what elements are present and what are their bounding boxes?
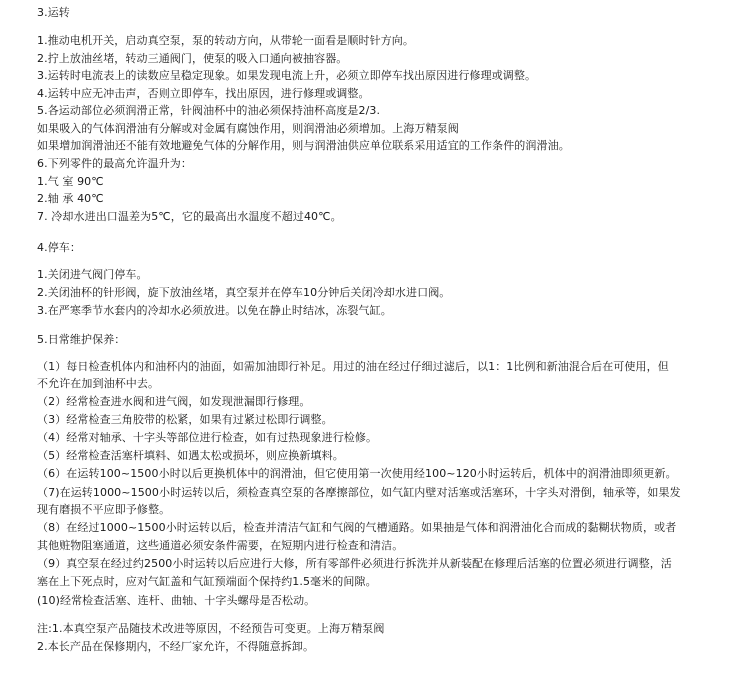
- note-2: 2.本长产品在保修期内，不经厂家允许，不得随意拆卸。: [37, 640, 315, 653]
- s5-line-6: （5）经常检查活塞杆填料、如遇太松或损坏，则应换新填料。: [37, 449, 344, 462]
- s5-line-2: 不允许在加到油杯中去。: [37, 377, 160, 390]
- s3-line-10: 2.轴 承 40℃: [37, 192, 104, 205]
- s4-line-2: 2.关闭油杯的针形阀，旋下放油丝堵，真空泵并在停车10分钟后关闭冷却水进口阀。: [37, 286, 451, 299]
- s5-line-12: （9）真空泵在经过约2500小时运转以后应进行大修，所有零部件必须进行拆洗并从新装配在修理后活塞的位置必须进行调整，活: [37, 557, 672, 570]
- s3-line-2: 2.拧上放油丝堵，转动三通阀门，使泵的吸入口通向被抽容器。: [37, 52, 348, 65]
- s4-line-3: 3.在严寒季节水套内的冷却水必须放进。以免在静止时结冰，冻裂气缸。: [37, 304, 392, 317]
- s3-line-11: 7. 冷却水进出口温差为5℃，它的最高出水温度不超过40℃。: [37, 210, 342, 223]
- s5-line-10: （8）在经过1000~1500小时运转以后，检查并清洁气缸和气阀的气槽通路。如果抽是气体和润滑油化合而成的黏糊状物质，或者: [37, 521, 677, 534]
- section-4-title: 4.停车：: [37, 241, 81, 254]
- s3-line-8: 6.下列零件的最高允许温升为：: [37, 157, 192, 170]
- s5-line-4: （3）经常检查三角胶带的松紧，如果有过紧过松即行调整。: [37, 413, 333, 426]
- s5-line-8: （7)在运转1000~1500小时运转以后，须检查真空泵的各摩擦部位，如气缸内壁对活塞或活塞环，十字头对滑倒，轴承等，如果发: [37, 486, 681, 499]
- s3-line-9: 1.气 室 90℃: [37, 175, 104, 188]
- s4-line-1: 1.关闭进气阀门停车。: [37, 268, 148, 281]
- s3-line-3: 3.运转时电流表上的读数应呈稳定现象。如果发现电流上升，必须立即停车找出原因进行修理或调整。: [37, 69, 537, 82]
- s3-line-5: 5.各运动部位必须润滑正常，针阀油杯中的油必须保持油杯高度是2/3.: [37, 104, 381, 117]
- s3-line-7: 如果增加润滑油还不能有效地避免气体的分解作用，则与润滑油供应单位联系采用适宜的工作条件的润滑油。: [37, 139, 570, 152]
- section-3-title: 3.运转: [37, 6, 70, 19]
- s5-line-5: （4）经常对轴承、十字头等部位进行检查，如有过热现象进行检修。: [37, 431, 378, 444]
- section-5-title: 5.日常维护保养：: [37, 333, 126, 346]
- s3-line-1: 1.推动电机开关，启动真空泵，泵的转动方向，从带轮一面看是顺时针方向。: [37, 34, 414, 47]
- s5-line-9: 现有磨损不平应即予修整。: [37, 503, 171, 516]
- s3-line-4: 4.运转中应无冲击声，否则立即停车，找出原因，进行修理或调整。: [37, 87, 370, 100]
- s3-line-6: 如果吸入的气体润滑油有分解或对金属有腐蚀作用，则润滑油必须增加。上海万精泵阀: [37, 122, 459, 135]
- s5-line-14: (10)经常检查活塞、连杆、曲轴、十字头螺母是否松动。: [37, 594, 316, 607]
- s5-line-13: 塞在上下死点时，应对气缸盖和气缸预端面个保持约1.5毫米的间隙。: [37, 575, 377, 588]
- s5-line-11: 其他赃物阻塞通道，这些通道必须安条件需要，在短期内进行检查和清洁。: [37, 539, 404, 552]
- s5-line-3: （2）经常检查进水阀和进气阀，如发现泄漏即行修理。: [37, 395, 311, 408]
- note-1: 注:1.本真空泵产品随技术改进等原因，不经预告可变更。上海万精泵阀: [37, 622, 385, 635]
- s5-line-7: （6）在运转100~1500小时以后更换机体中的润滑油，但它使用第一次使用经100~120小时运转后，机体中的润滑油即须更新。: [37, 467, 677, 480]
- s5-line-1: （1）每日检查机体内和油杯内的油面，如需加油即行补足。用过的油在经过仔细过滤后，以1：1比例和新油混合后在可使用，但: [37, 360, 669, 373]
